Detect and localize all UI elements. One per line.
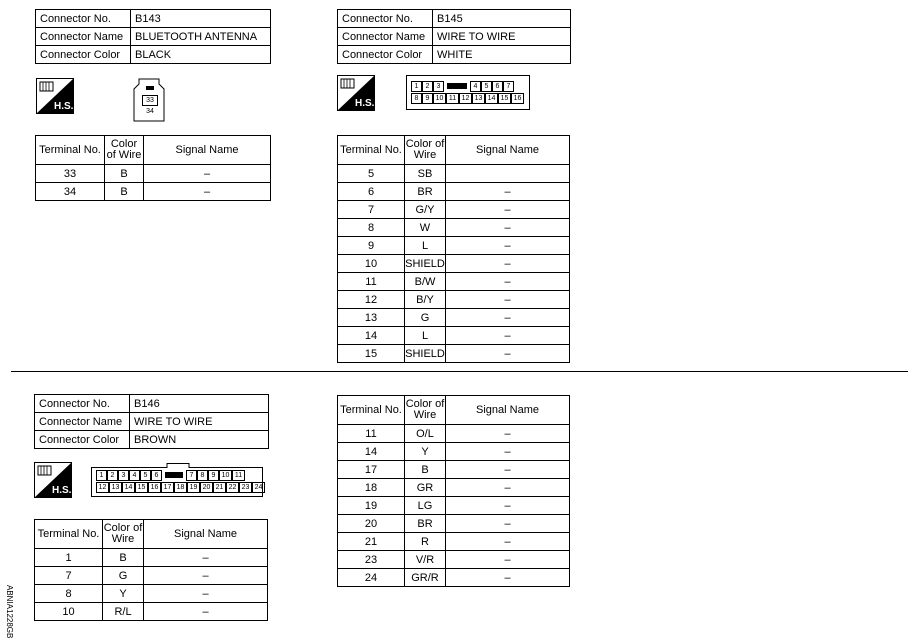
- signal-cell: –: [446, 515, 570, 533]
- pin: 24: [252, 482, 265, 493]
- pin: 16: [511, 93, 524, 104]
- signal-cell: –: [446, 443, 570, 461]
- pin: 16: [148, 482, 161, 493]
- pin: 11: [232, 470, 245, 481]
- signal-cell: –: [446, 425, 570, 443]
- table-row: [338, 569, 570, 587]
- color-cell: L: [405, 327, 446, 345]
- pin: 6: [492, 81, 503, 92]
- signal-cell: –: [446, 497, 570, 515]
- color-cell: B: [103, 549, 144, 567]
- b143-connector-face: [133, 78, 165, 122]
- terminal-cell: 14: [338, 443, 405, 461]
- signal-cell: –: [446, 327, 570, 345]
- pin: 18: [174, 482, 187, 493]
- signal-cell: –: [446, 569, 570, 587]
- table-row: [338, 183, 570, 201]
- connector-no-label: Connector No.: [36, 10, 131, 28]
- header-signal: Signal Name: [144, 136, 271, 165]
- table-row: [338, 255, 570, 273]
- color-cell: B: [105, 165, 144, 183]
- connector-name-value: WIRE TO WIRE: [130, 413, 269, 431]
- signal-cell: –: [446, 345, 570, 363]
- terminal-cell: 14: [338, 327, 405, 345]
- header-terminal: Terminal No.: [35, 520, 103, 549]
- terminal-cell: 12: [338, 291, 405, 309]
- pin: 1: [411, 81, 422, 92]
- pin: 14: [122, 482, 135, 493]
- pin: 6: [151, 470, 162, 481]
- pin: 2: [107, 470, 118, 481]
- pin-33: 33: [142, 95, 158, 106]
- color-cell: SHIELD: [405, 345, 446, 363]
- signal-cell: –: [446, 533, 570, 551]
- pin: 23: [239, 482, 252, 493]
- color-cell: SHIELD: [405, 255, 446, 273]
- color-cell: G/Y: [405, 201, 446, 219]
- header-signal: Signal Name: [144, 520, 268, 549]
- pin: 17: [161, 482, 174, 493]
- hs-label: H.S.: [54, 101, 74, 112]
- signal-cell: –: [446, 201, 570, 219]
- color-cell: R: [405, 533, 446, 551]
- color-cell: Y: [405, 443, 446, 461]
- b146-connector-face: [91, 463, 263, 497]
- pin-34: 34: [146, 108, 154, 115]
- color-cell: BR: [405, 515, 446, 533]
- pin: 21: [213, 482, 226, 493]
- connector-color-label: Connector Color: [338, 46, 433, 64]
- terminal-cell: 11: [338, 273, 405, 291]
- b146-terminal-table: [34, 519, 268, 621]
- color-cell: B/W: [405, 273, 446, 291]
- pin: 9: [422, 93, 433, 104]
- pin: 3: [433, 81, 444, 92]
- pin-row-bottom: [411, 93, 524, 104]
- connector-color-value: BLACK: [131, 46, 271, 64]
- pin-row-top: [411, 81, 514, 92]
- terminal-cell: 34: [36, 183, 105, 201]
- terminal-cell: 8: [338, 219, 405, 237]
- pin: 20: [200, 482, 213, 493]
- pin: 10: [433, 93, 446, 104]
- pin: 5: [140, 470, 151, 481]
- pin: 19: [187, 482, 200, 493]
- pin: 15: [498, 93, 511, 104]
- terminal-cell: 19: [338, 497, 405, 515]
- header-signal: Signal Name: [446, 136, 570, 165]
- table-row: [338, 515, 570, 533]
- header-color: Color of Wire: [103, 520, 144, 549]
- table-row: [36, 165, 271, 183]
- terminal-cell: 11: [338, 425, 405, 443]
- b146-connector-info: [34, 394, 269, 449]
- pin: 7: [186, 470, 197, 481]
- color-cell: G: [405, 309, 446, 327]
- pin: 5: [481, 81, 492, 92]
- pin: 12: [96, 482, 109, 493]
- pin: 7: [503, 81, 514, 92]
- color-cell: LG: [405, 497, 446, 515]
- terminal-cell: 5: [338, 165, 405, 183]
- b143-connector-info: [35, 9, 271, 64]
- terminal-cell: 1: [35, 549, 103, 567]
- table-row: [338, 327, 570, 345]
- connector-name-value: BLUETOOTH ANTENNA: [131, 28, 271, 46]
- terminal-cell: 20: [338, 515, 405, 533]
- b146-terminal-table-continued: [337, 395, 570, 587]
- table-row: [338, 165, 570, 183]
- table-row: [338, 461, 570, 479]
- header-signal: Signal Name: [446, 396, 570, 425]
- section-divider: [11, 371, 908, 372]
- b143-terminal-table: [35, 135, 271, 201]
- terminal-cell: 9: [338, 237, 405, 255]
- color-cell: B: [405, 461, 446, 479]
- table-row: [338, 201, 570, 219]
- pin: 3: [118, 470, 129, 481]
- signal-cell: –: [446, 551, 570, 569]
- hs-icon: [36, 78, 74, 114]
- terminal-cell: 7: [338, 201, 405, 219]
- color-cell: B/Y: [405, 291, 446, 309]
- signal-cell: –: [446, 309, 570, 327]
- table-row: [338, 533, 570, 551]
- hs-icon: [337, 75, 375, 111]
- terminal-cell: 18: [338, 479, 405, 497]
- connector-color-value: BROWN: [130, 431, 269, 449]
- terminal-cell: 7: [35, 567, 103, 585]
- pin-row-bottom: [96, 482, 265, 493]
- pin: 14: [485, 93, 498, 104]
- connector-no-label: Connector No.: [35, 395, 130, 413]
- connector-name-label: Connector Name: [36, 28, 131, 46]
- table-row: [35, 603, 268, 621]
- terminal-cell: 10: [35, 603, 103, 621]
- table-row: [36, 183, 271, 201]
- hs-label: H.S.: [52, 485, 72, 496]
- table-row: [338, 345, 570, 363]
- table-row: [338, 237, 570, 255]
- color-cell: G: [103, 567, 144, 585]
- table-row: [35, 585, 268, 603]
- connector-no-value: B143: [131, 10, 271, 28]
- color-cell: O/L: [405, 425, 446, 443]
- hs-label: H.S.: [355, 98, 375, 109]
- terminal-cell: 10: [338, 255, 405, 273]
- terminal-cell: 17: [338, 461, 405, 479]
- pin: 2: [422, 81, 433, 92]
- terminal-cell: 6: [338, 183, 405, 201]
- terminal-cell: 33: [36, 165, 105, 183]
- color-cell: SB: [405, 165, 446, 183]
- pin: 9: [208, 470, 219, 481]
- terminal-cell: 15: [338, 345, 405, 363]
- signal-cell: –: [144, 183, 271, 201]
- connector-color-value: WHITE: [433, 46, 571, 64]
- terminal-cell: 24: [338, 569, 405, 587]
- table-row: [338, 291, 570, 309]
- pin: 4: [129, 470, 140, 481]
- connector-name-value: WIRE TO WIRE: [433, 28, 571, 46]
- header-color: Color of Wire: [405, 396, 446, 425]
- table-row: [338, 273, 570, 291]
- color-cell: W: [405, 219, 446, 237]
- table-row: [338, 551, 570, 569]
- connector-name-label: Connector Name: [338, 28, 433, 46]
- color-cell: B: [105, 183, 144, 201]
- lock-tab: [447, 83, 467, 89]
- pin: 8: [411, 93, 422, 104]
- connector-no-value: B146: [130, 395, 269, 413]
- header-terminal: Terminal No.: [338, 136, 405, 165]
- signal-cell: –: [446, 291, 570, 309]
- color-cell: BR: [405, 183, 446, 201]
- hs-icon: [34, 462, 72, 498]
- pin: 1: [96, 470, 107, 481]
- color-cell: R/L: [103, 603, 144, 621]
- color-cell: GR: [405, 479, 446, 497]
- b145-connector-face: [406, 75, 530, 110]
- header-terminal: Terminal No.: [338, 396, 405, 425]
- header-terminal: Terminal No.: [36, 136, 105, 165]
- connector-color-label: Connector Color: [35, 431, 130, 449]
- table-row: [338, 219, 570, 237]
- connector-no-value: B145: [433, 10, 571, 28]
- pin: 4: [470, 81, 481, 92]
- pin: 8: [197, 470, 208, 481]
- connector-color-label: Connector Color: [36, 46, 131, 64]
- signal-cell: –: [446, 461, 570, 479]
- b145-connector-info: [337, 9, 571, 64]
- header-color: Color of Wire: [405, 136, 446, 165]
- pin: 15: [135, 482, 148, 493]
- color-cell: L: [405, 237, 446, 255]
- header-color: Color of Wire: [105, 136, 144, 165]
- pin: 11: [446, 93, 459, 104]
- table-row: [35, 549, 268, 567]
- pin-row-top: [96, 470, 245, 481]
- signal-cell: –: [144, 567, 268, 585]
- signal-cell: –: [144, 165, 271, 183]
- terminal-cell: 8: [35, 585, 103, 603]
- pin: 10: [219, 470, 232, 481]
- color-cell: V/R: [405, 551, 446, 569]
- table-row: [338, 425, 570, 443]
- pin: 13: [109, 482, 122, 493]
- table-row: [338, 309, 570, 327]
- lock-tab: [165, 472, 183, 478]
- pin: 13: [472, 93, 485, 104]
- pin: 12: [459, 93, 472, 104]
- signal-cell: –: [446, 273, 570, 291]
- table-row: [338, 497, 570, 515]
- pin: 22: [226, 482, 239, 493]
- signal-cell: –: [446, 479, 570, 497]
- color-cell: Y: [103, 585, 144, 603]
- signal-cell: –: [144, 585, 268, 603]
- signal-cell: –: [446, 219, 570, 237]
- b145-terminal-table: [337, 135, 570, 363]
- signal-cell: –: [446, 237, 570, 255]
- signal-cell: –: [144, 549, 268, 567]
- signal-cell: –: [446, 183, 570, 201]
- signal-cell: [446, 165, 570, 183]
- terminal-cell: 21: [338, 533, 405, 551]
- signal-cell: –: [446, 255, 570, 273]
- table-row: [338, 443, 570, 461]
- terminal-cell: 23: [338, 551, 405, 569]
- table-row: [338, 479, 570, 497]
- table-row: [35, 567, 268, 585]
- signal-cell: –: [144, 603, 268, 621]
- figure-id: ABNIA1228GB: [5, 585, 14, 639]
- color-cell: GR/R: [405, 569, 446, 587]
- connector-no-label: Connector No.: [338, 10, 433, 28]
- terminal-cell: 13: [338, 309, 405, 327]
- connector-name-label: Connector Name: [35, 413, 130, 431]
